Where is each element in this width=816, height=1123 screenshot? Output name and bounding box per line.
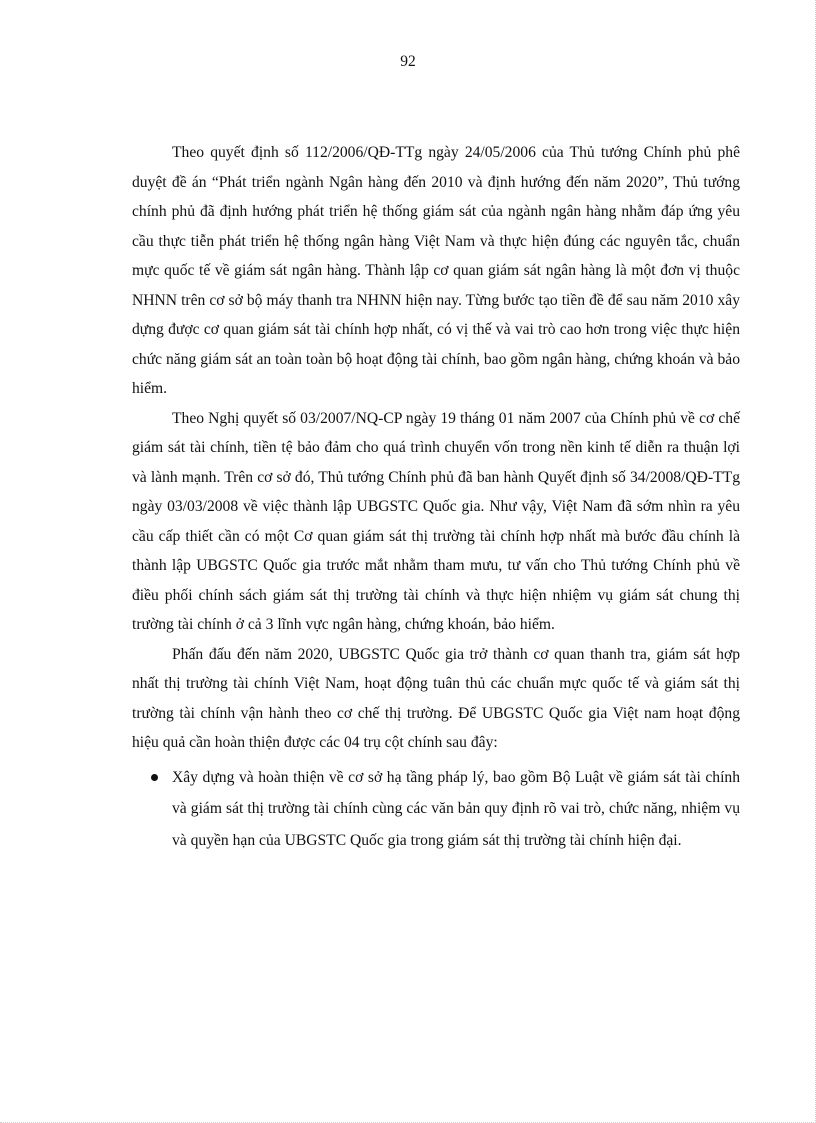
paragraph: Theo Nghị quyết số 03/2007/NQ-CP ngày 19 tháng 01 năm 2007 của Chính phủ về cơ chế giám sát tài chính, tiền tệ bảo đảm cho quá trình chuyển vốn trong nền kinh tế diễn ra thuận lợi và lành mạnh. Trên cơ sở đó, Thủ tướng Chính phủ đã ban hành Quyết định số 34/2008/QĐ-TTg ngày 03/03/2008 về việc thành lập UBGSTC Quốc gia. Như vậy, Việt Nam đã sớm nhìn ra yêu cầu cấp thiết cần có một Cơ quan giám sát thị trường tài chính hợp nhất mà bước đầu chính là thành lập UBGSTC Quốc gia trước mắt nhằm tham mưu, tư vấn cho Thủ tướng Chính phủ về điều phối chính sách giám sát thị trường tài chính và thực hiện nhiệm vụ giám sát chung thị trường tài chính ở cả 3 lĩnh vực ngân hàng, chứng khoán, bảo hiểm. (132, 409, 740, 633)
page-number: 92 (400, 53, 416, 70)
bullet-dot-icon (151, 774, 158, 781)
paragraph: Phấn đấu đến năm 2020, UBGSTC Quốc gia trở thành cơ quan thanh tra, giám sát hợp nhất thị trường tài chính Việt Nam, hoạt động tuân thủ các chuẩn mực quốc tế và giám sát thị trường tài chính vận hành theo cơ chế thị trường. Để UBGSTC Quốc gia Việt nam hoạt động hiệu quả cần hoàn thiện được các 04 trụ cột chính sau đây: (132, 645, 740, 751)
bullet-text: Xây dựng và hoàn thiện về cơ sở hạ tầng pháp lý, bao gồm Bộ Luật về giám sát tài chính và giám sát thị trường tài chính cùng các văn bản quy định rõ vai trò, chức năng, nhiệm vụ và quyền hạn của UBGSTC Quốc gia trong giám sát thị trường tài chính hiện đại. (172, 768, 740, 849)
bullet-item (172, 762, 740, 857)
document-body (132, 138, 740, 856)
paragraph: Theo quyết định số 112/2006/QĐ-TTg ngày 24/05/2006 của Thủ tướng Chính phủ phê duyệt đề án “Phát triển ngành Ngân hàng đến 2010 và định hướng đến năm 2020”, Thủ tướng chính phủ đã định hướng phát triển hệ thống giám sát của ngành ngân hàng nhằm đáp ứng yêu cầu thực tiễn phát triển hệ thống ngân hàng Việt Nam và thực hiện đúng các nguyên tắc, chuẩn mực quốc tế về giám sát ngân hàng. Thành lập cơ quan giám sát ngân hàng là một đơn vị thuộc NHNN trên cơ sở bộ máy thanh tra NHNN hiện nay. Từng bước tạo tiền đề để sau năm 2010 xây dựng được cơ quan giám sát tài chính hợp nhất, có vị thế và vai trò cao hơn trong việc thực hiện chức năng giám sát an toàn toàn bộ hoạt động tài chính, bao gồm ngân hàng, chứng khoán và bảo hiểm. (132, 144, 741, 397)
bullet-list (132, 762, 740, 857)
